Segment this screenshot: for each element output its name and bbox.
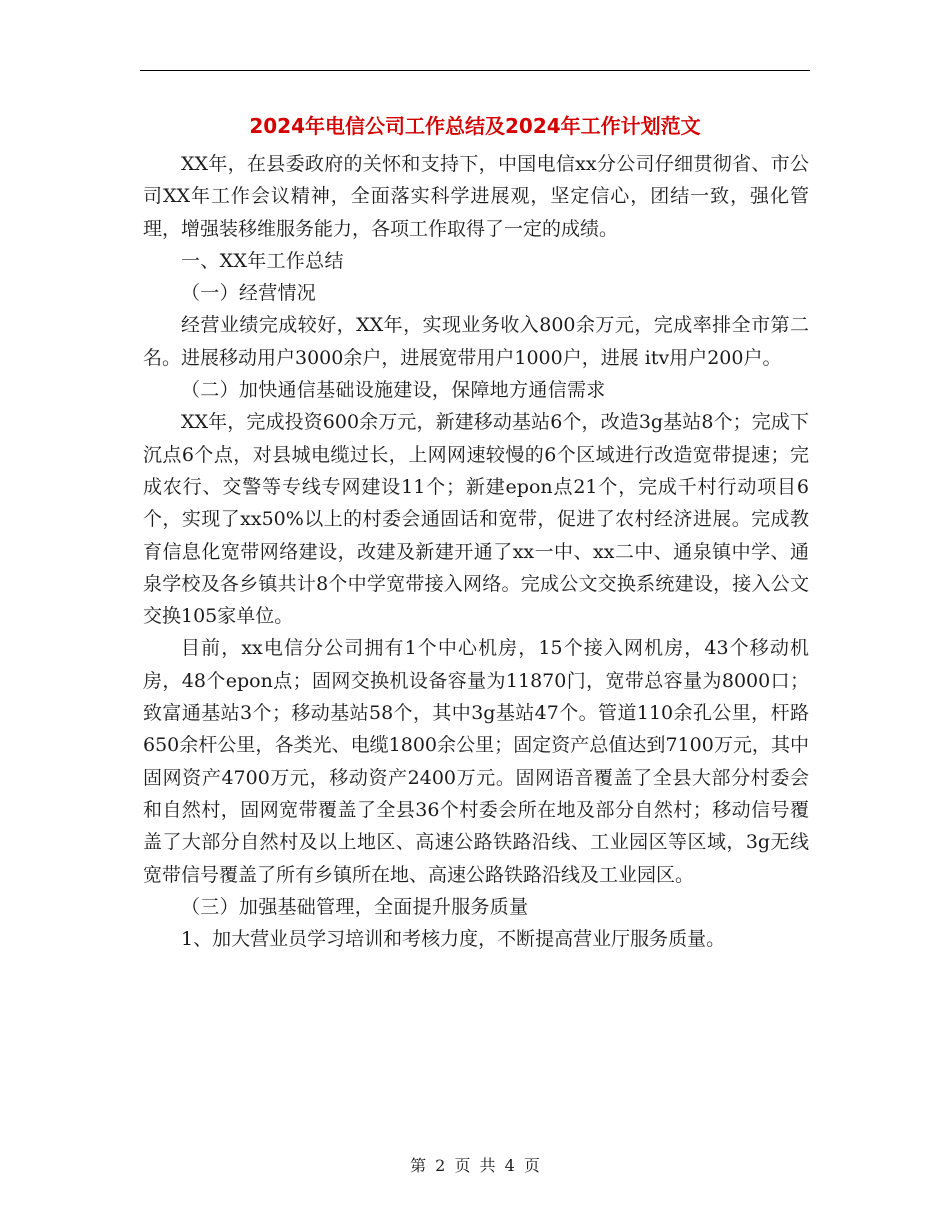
subsection-heading-operations: （一）经营情况	[181, 282, 317, 305]
paragraph-training: 1、加大营业员学习培训和考核力度，不断提高营业厅服务质量。	[181, 928, 726, 951]
header-rule	[140, 70, 810, 71]
page-number: 第 2 页 共 4 页	[410, 1156, 540, 1175]
paragraph-current-status: 目前，xx电信分公司拥有1个中心机房，15个接入网机房，43个移动机房，48个epon点；固网交换机设备容量为11870门，宽带总容量为8000口；致富通基站3个；移动基站58个，其中3g基站47个。管道110余孔公里，杆路650余杆公里，各类光、电缆1800余公里；固定资产总值达到7100万元，其中固网资产4700万元，移动资产2400万元。固网语音覆盖了全县大部分村委会和自然村，固网宽带覆盖了全县36个村委会所在地及部分自然村；移动信号覆盖了大部分自然村及以上地区、高速公路铁路沿线、工业园区等区域，3g无线宽带信号覆盖了所有乡镇所在地、高速公路铁路沿线及工业园区。	[143, 637, 809, 886]
document-title: 2024年电信公司工作总结及2024年工作计划范文	[249, 114, 701, 138]
subsection-heading-management: （三）加强基础管理，全面提升服务质量	[181, 895, 529, 918]
paragraph-operations: 经营业绩完成较好，XX年，实现业务收入800余万元，完成率排全市第二名。进展移动用户3000余户，进展宽带用户1000户，进展 itv用户200户。	[143, 314, 809, 369]
subsection-heading-infrastructure: （二）加快通信基础设施建设，保障地方通信需求	[181, 379, 606, 402]
paragraph-intro: XX年，在县委政府的关怀和支持下，中国电信xx分公司仔细贯彻省、市公司XX年工作会议精神，全面落实科学进展观，坚定信心，团结一致，强化管理，增强装移维服务能力，各项工作取得了一定的成绩。	[143, 153, 809, 240]
document-body	[143, 148, 809, 955]
paragraph-infrastructure: XX年，完成投资600余万元，新建移动基站6个，改造3g基站8个；完成下沉点6个点，对县城电缆过长，上网网速较慢的6个区域进行改造宽带提速；完成农行、交警等专线专网建设11个；新建epon点21个，完成千村行动项目6个，实现了xx50%以上的村委会通固话和宽带，促进了农村经济进展。完成教育信息化宽带网络建设，改建及新建开通了xx一中、xx二中、通泉镇中学、通泉学校及各乡镇共计8个中学宽带接入网络。完成公文交换系统建设，接入公文交换105家单位。	[143, 411, 809, 628]
section-heading-summary: 一、XX年工作总结	[181, 249, 344, 272]
